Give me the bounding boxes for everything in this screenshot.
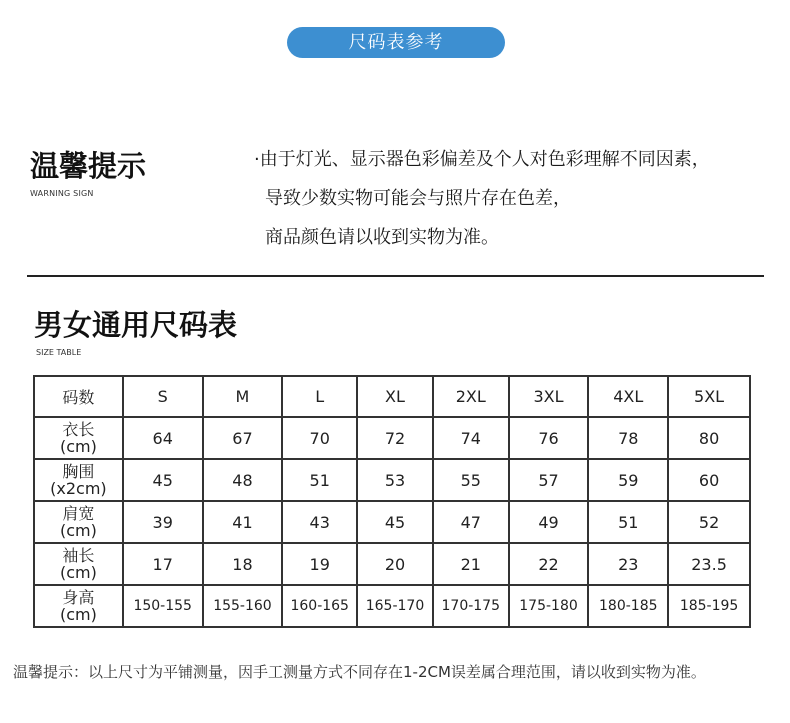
table-cell: 20 <box>357 543 433 585</box>
row-label: 袖长 (cm) <box>34 543 123 585</box>
size-header: 5XL <box>668 376 750 417</box>
table-cell: 165-170 <box>357 585 433 627</box>
measurement-footnote: 温馨提示：以上尺寸为平铺测量，因手工测量方式不同存在1-2CM误差属合理范围，请以收到实物为准。 <box>13 663 706 681</box>
section-divider <box>27 275 764 277</box>
table-cell: 57 <box>509 459 589 501</box>
size-table-subtitle: SIZE TABLE <box>36 348 82 357</box>
table-cell: 60 <box>668 459 750 501</box>
table-row <box>34 585 750 627</box>
table-header-row <box>34 376 750 417</box>
notice-text <box>254 147 710 264</box>
table-cell: 49 <box>509 501 589 543</box>
table-cell: 175-180 <box>509 585 589 627</box>
table-row <box>34 459 750 501</box>
table-cell: 64 <box>123 417 203 459</box>
table-row <box>34 417 750 459</box>
table-cell: 52 <box>668 501 750 543</box>
table-cell: 150-155 <box>123 585 203 627</box>
table-cell: 51 <box>588 501 668 543</box>
size-chart-reference-badge: 尺码表参考 <box>287 27 505 58</box>
table-cell: 43 <box>282 501 357 543</box>
size-table-title: 男女通用尺码表 <box>34 308 238 342</box>
table-cell: 41 <box>203 501 283 543</box>
size-header: XL <box>357 376 433 417</box>
table-cell: 72 <box>357 417 433 459</box>
table-cell: 53 <box>357 459 433 501</box>
table-cell: 19 <box>282 543 357 585</box>
table-cell: 185-195 <box>668 585 750 627</box>
row-label: 身高 (cm) <box>34 585 123 627</box>
size-header: L <box>282 376 357 417</box>
table-cell: 45 <box>357 501 433 543</box>
table-cell: 80 <box>668 417 750 459</box>
table-cell: 47 <box>433 501 509 543</box>
row-label: 胸围 (x2cm) <box>34 459 123 501</box>
table-cell: 78 <box>588 417 668 459</box>
table-cell: 22 <box>509 543 589 585</box>
table-cell: 17 <box>123 543 203 585</box>
table-cell: 70 <box>282 417 357 459</box>
notice-line: 导致少数实物可能会与照片存在色差， <box>265 188 571 209</box>
table-cell: 76 <box>509 417 589 459</box>
table-cell: 67 <box>203 417 283 459</box>
notice-line: 商品颜色请以收到实物为准。 <box>265 227 499 248</box>
table-cell: 18 <box>203 543 283 585</box>
table-cell: 155-160 <box>203 585 283 627</box>
table-cell: 74 <box>433 417 509 459</box>
size-header: 2XL <box>433 376 509 417</box>
size-header: 4XL <box>588 376 668 417</box>
table-cell: 170-175 <box>433 585 509 627</box>
table-cell: 180-185 <box>588 585 668 627</box>
table-row <box>34 501 750 543</box>
table-cell: 48 <box>203 459 283 501</box>
size-table <box>33 375 751 628</box>
table-cell: 59 <box>588 459 668 501</box>
notice-line: ·由于灯光、显示器色彩偏差及个人对色彩理解不同因素， <box>254 149 710 170</box>
table-cell: 23 <box>588 543 668 585</box>
table-cell: 45 <box>123 459 203 501</box>
notice-title: 温馨提示 <box>30 149 147 183</box>
row-label: 肩宽 (cm) <box>34 501 123 543</box>
table-cell: 23.5 <box>668 543 750 585</box>
table-cell: 160-165 <box>282 585 357 627</box>
table-cell: 39 <box>123 501 203 543</box>
size-header-label: 码数 <box>34 376 123 417</box>
size-header: 3XL <box>509 376 589 417</box>
row-label: 衣长 (cm) <box>34 417 123 459</box>
table-row <box>34 543 750 585</box>
table-cell: 51 <box>282 459 357 501</box>
table-cell: 21 <box>433 543 509 585</box>
size-header: S <box>123 376 203 417</box>
table-cell: 55 <box>433 459 509 501</box>
size-header: M <box>203 376 283 417</box>
notice-subtitle: WARNING SIGN <box>30 189 94 198</box>
